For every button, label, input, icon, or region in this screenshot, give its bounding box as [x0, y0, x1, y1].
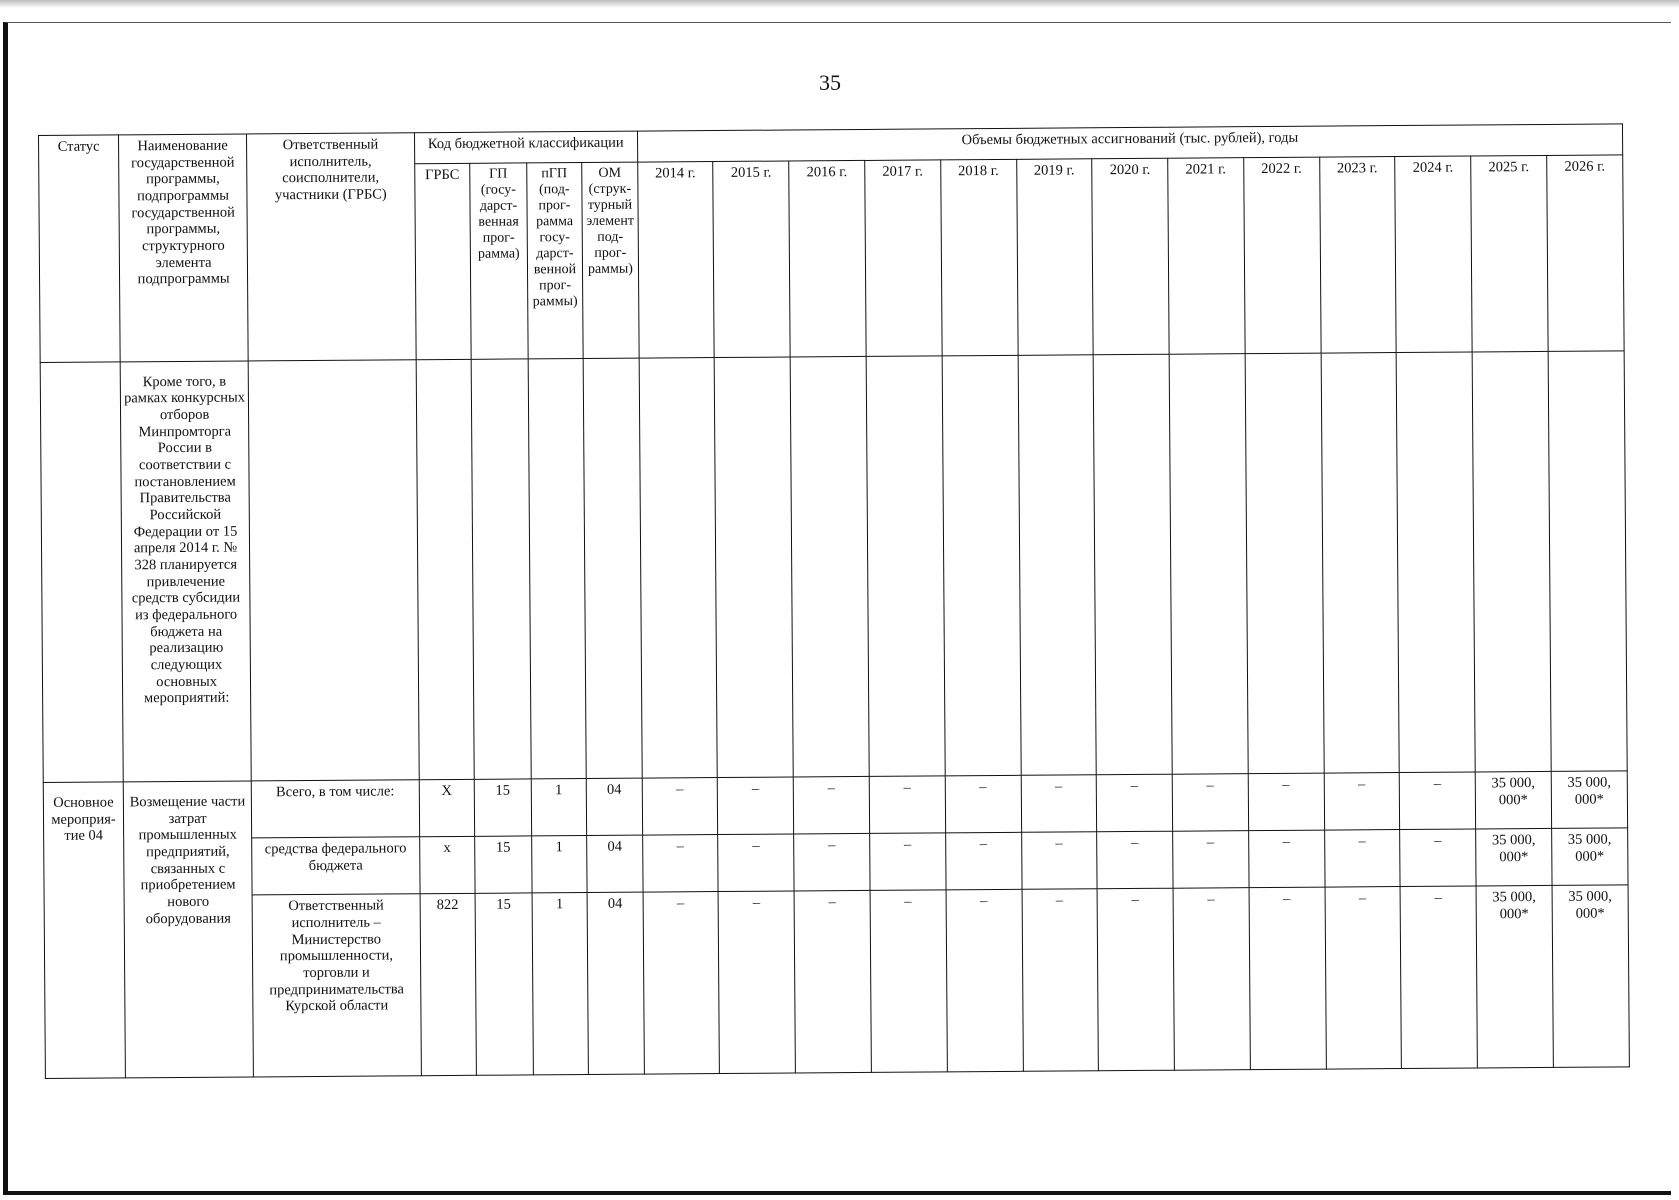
intro-text: Кроме того, в рамках конкурсных отборов Минпромторга России в соответствии с постановлением Правительства Российской Федерации от 15 апреля 2014 г. № 328 планируется привлечение средств субсидии из федерального бюджета на реализацию следующих основных мероприятий: — [120, 361, 251, 782]
row-gp: 15 — [474, 779, 531, 837]
value-cell: – — [1400, 772, 1476, 830]
header-name: Наименование государственной программы, подпрограммы государственной программы, структурного элемента подпрограммы — [119, 134, 249, 361]
header-year: 2026 г. — [1547, 154, 1625, 350]
row-gp: 15 — [475, 836, 532, 894]
value-cell: – — [719, 891, 796, 1073]
value-cell: 35 000, 000* — [1476, 886, 1553, 1068]
row-pgp: 1 — [531, 779, 587, 837]
header-year: 2024 г. — [1395, 156, 1472, 352]
value-cell: 35 000, 000* — [1475, 771, 1551, 829]
value-cell: – — [1021, 832, 1097, 890]
header-year: 2018 г. — [940, 159, 1017, 355]
row-gp: 15 — [475, 893, 533, 1075]
value-cell: – — [1097, 888, 1174, 1070]
row-om: 04 — [586, 778, 642, 836]
value-cell: – — [1248, 830, 1324, 888]
row-pgp: 1 — [532, 893, 589, 1075]
header-year: 2017 г. — [865, 159, 942, 355]
header-year: 2023 г. — [1319, 156, 1396, 352]
value-cell: – — [642, 835, 718, 893]
value-cell: – — [1400, 886, 1477, 1068]
event-status: Основное мероприя-тие 04 — [43, 782, 125, 1079]
value-cell: – — [1022, 889, 1099, 1071]
row-grbs: 822 — [420, 894, 477, 1076]
row-grbs: х — [419, 836, 475, 894]
header-year: 2022 г. — [1244, 157, 1321, 353]
value-cell: – — [1096, 774, 1172, 832]
value-cell: – — [794, 834, 870, 892]
row-label: Всего, в том числе: — [251, 780, 419, 838]
header-year: 2015 г. — [713, 161, 790, 357]
header-om: ОМ (струк-турный элемент под-прог-раммы) — [582, 162, 639, 358]
header-year: 2019 г. — [1016, 158, 1093, 354]
header-year: 2020 г. — [1092, 158, 1169, 354]
value-cell: 35 000, 000* — [1551, 828, 1628, 886]
header-year: 2014 г. — [637, 161, 714, 357]
header-responsible: Ответственный исполнитель, соисполнители, участники (ГРБС) — [247, 133, 416, 361]
header-pgp: пГП (под-прог-рамма госу-дарст-венной прог-раммы) — [526, 162, 583, 358]
row-grbs: Х — [419, 779, 475, 837]
value-cell: – — [1249, 887, 1326, 1069]
header-volumes: Объемы бюджетных ассигнований (тыс. рублей), годы — [637, 124, 1623, 162]
value-cell: – — [945, 832, 1021, 890]
row-label: средства федерального бюджета — [252, 837, 420, 895]
row-om: 04 — [587, 835, 643, 893]
value-cell: – — [1324, 773, 1400, 831]
value-cell: – — [870, 833, 946, 891]
value-cell: – — [870, 890, 947, 1072]
header-gp: ГП (госу-дарст-венная прог-рамма) — [470, 163, 528, 359]
value-cell: – — [1325, 887, 1402, 1069]
row-label: Ответственный исполнитель – Министерство промышленности, торговли и предпринимательства Курской области — [252, 894, 421, 1077]
table-row — [44, 885, 1629, 1078]
value-cell: 35 000, 000* — [1552, 885, 1629, 1067]
value-cell: – — [1173, 831, 1249, 889]
header-year: 2021 г. — [1168, 157, 1245, 353]
header-year: 2016 г. — [789, 160, 866, 356]
header-budget-code: Код бюджетной классификации — [414, 131, 637, 163]
value-cell: – — [1248, 773, 1324, 831]
value-cell: – — [642, 778, 718, 836]
page-number: 35 — [819, 70, 841, 95]
event-name: Возмещение части затрат промышленных предприятий, связанных с приобретением нового оборудования — [123, 781, 253, 1078]
value-cell: 35 000, 000* — [1476, 829, 1552, 887]
row-pgp: 1 — [531, 836, 587, 894]
value-cell: – — [718, 834, 794, 892]
value-cell: – — [1172, 774, 1248, 832]
value-cell: – — [1173, 888, 1250, 1070]
budget-table — [38, 123, 1630, 1079]
value-cell: – — [869, 776, 945, 834]
value-cell: – — [1400, 829, 1476, 887]
value-cell: – — [643, 892, 720, 1074]
row-om: 04 — [587, 892, 644, 1074]
scan-edge — [0, 0, 1679, 8]
value-cell: – — [945, 775, 1021, 833]
header-year: 2025 г. — [1471, 155, 1548, 351]
value-cell: – — [1021, 775, 1097, 833]
value-cell: – — [946, 890, 1023, 1072]
header-grbs: ГРБС — [414, 163, 471, 359]
value-cell: 35 000, 000* — [1551, 771, 1628, 829]
value-cell: – — [793, 776, 869, 834]
header-status: Статус — [39, 135, 121, 362]
value-cell: – — [1097, 831, 1173, 889]
value-cell: – — [718, 777, 794, 835]
intro-row — [40, 350, 1627, 782]
value-cell: – — [1324, 830, 1400, 888]
value-cell: – — [794, 891, 871, 1073]
